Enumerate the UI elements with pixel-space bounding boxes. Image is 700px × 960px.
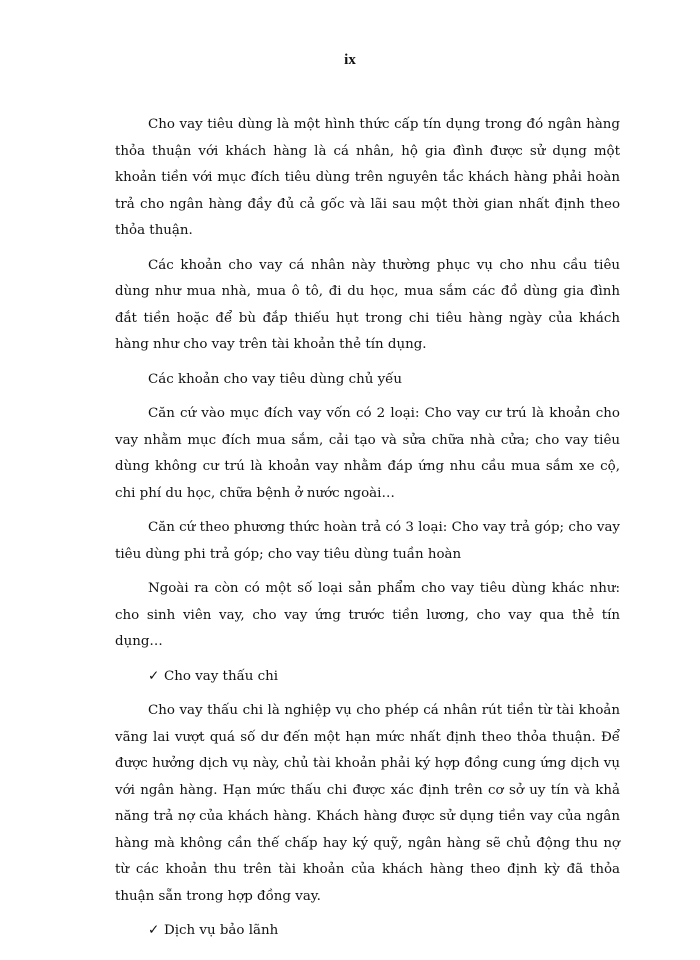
page-number: ix — [344, 52, 356, 68]
paragraph-other-products: Ngoài ra còn có một số loại sản phẩm cho vay tiêu dùng khác như: cho sinh viên vay, cho vay ứng trước tiền lương, cho vay qua thẻ tín dụng… — [115, 581, 620, 649]
checkmark-icon: ✓ — [148, 668, 160, 684]
checkmark-icon: ✓ — [148, 923, 160, 938]
paragraph-overdraft: Cho vay thấu chi là nghiệp vụ cho phép cá nhân rút tiền từ tài khoản vãng lai vượt quá số dư đến một hạn mức nhất định theo thỏa thuận. Để được hưởng dịch vụ này, chủ tài khoản phải ký hợp đồng cung ứng dịch vụ với ngân hàng. Hạn mức thấu chi được xác định trên cơ sở uy tín và khả năng trả nợ của khách hàng. Khách hàng được sử dụng tiền vay của ngân hàng mà không cần thế chấp hay ký quỹ, ngân hàng sẽ chủ động thu nợ từ các khoản thu trên tài khoản của khách hàng theo định kỳ đã thỏa thuận sẵn trong hợp đồng vay. — [115, 703, 620, 904]
check-item-overdraft-label: Cho vay thấu chi — [164, 668, 279, 684]
paragraph-by-purpose: Căn cứ vào mục đích vay vốn có 2 loại: Cho vay cư trú là khoản cho vay nhằm mục đích mua sắm, cải tạo và sửa chữa nhà cửa; cho vay tiêu dùng không cư trú là khoản vay nhằm đáp ứng nhu cầu mua sắm xe cộ, chi phí du học, chữa bệnh ở nước ngoài… — [115, 406, 620, 501]
check-item-guarantee — [115, 918, 620, 945]
check-item-overdraft — [115, 664, 620, 691]
paragraph-consumer-loan-definition: Cho vay tiêu dùng là một hình thức cấp tín dụng trong đó ngân hàng thỏa thuận với khách hàng là cá nhân, hộ gia đình được sử dụng một khoản tiền với mục đích tiêu dùng trên nguyên tắc khách hàng phải hoàn trả cho ngân hàng đầy đủ cả gốc và lãi sau một thời gian nhất định theo thỏa thuận. — [115, 117, 620, 238]
paragraph-by-repayment: Căn cứ theo phương thức hoàn trả có 3 loại: Cho vay trả góp; cho vay tiêu dùng phi trả góp; cho vay tiêu dùng tuần hoàn — [115, 520, 620, 562]
paragraph-personal-loan-purposes: Các khoản cho vay cá nhân này thường phục vụ cho nhu cầu tiêu dùng như mua nhà, mua ô tô, đi du học, mua sắm các đồ dùng gia đình đắt tiền hoặc để bù đắp thiếu hụt trong chi tiêu hàng ngày của khách hàng như cho vay trên tài khoản thẻ tín dụng. — [115, 257, 620, 352]
paragraph-main-loan-types-heading: Các khoản cho vay tiêu dùng chủ yếu — [148, 371, 403, 387]
page-body — [115, 112, 620, 953]
check-item-guarantee-label: Dịch vụ bảo lãnh — [164, 923, 279, 938]
